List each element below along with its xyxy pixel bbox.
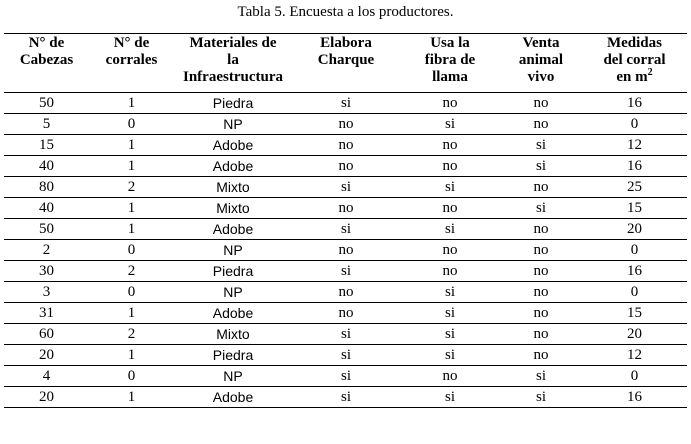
cell-cabezas: 5	[4, 114, 89, 135]
cell-medidas: 12	[582, 345, 687, 366]
table-row	[4, 387, 687, 408]
header-unit-exponent: 2	[647, 67, 653, 78]
cell-medidas: 0	[582, 240, 687, 261]
header-corrales	[89, 34, 174, 93]
table-row	[4, 366, 687, 387]
table-header	[4, 34, 687, 93]
header-unit: en m	[616, 69, 648, 85]
table-row	[4, 219, 687, 240]
cell-medidas: 0	[582, 366, 687, 387]
header-line: Usa la	[430, 35, 470, 51]
cell-charque: no	[292, 303, 400, 324]
cell-venta: no	[500, 303, 582, 324]
cell-cabezas: 20	[4, 345, 89, 366]
cell-materiales: Piedra	[174, 93, 292, 114]
cell-fibra: si	[400, 219, 500, 240]
table-row	[4, 198, 687, 219]
cell-materiales: Adobe	[174, 387, 292, 408]
cell-charque: si	[292, 387, 400, 408]
cell-cabezas: 60	[4, 324, 89, 345]
cell-charque: si	[292, 93, 400, 114]
cell-cabezas: 40	[4, 198, 89, 219]
cell-fibra: si	[400, 114, 500, 135]
header-line: Venta	[522, 35, 560, 51]
header-cabezas	[4, 34, 89, 93]
table-row	[4, 177, 687, 198]
table-row	[4, 324, 687, 345]
table-row	[4, 135, 687, 156]
cell-charque: no	[292, 114, 400, 135]
cell-cabezas: 30	[4, 261, 89, 282]
cell-venta: no	[500, 282, 582, 303]
cell-fibra: no	[400, 261, 500, 282]
cell-medidas: 15	[582, 198, 687, 219]
header-line	[584, 69, 685, 86]
table-row	[4, 240, 687, 261]
cell-corrales: 1	[89, 219, 174, 240]
table-row	[4, 93, 687, 114]
cell-fibra: si	[400, 324, 500, 345]
cell-cabezas: 20	[4, 387, 89, 408]
cell-corrales: 1	[89, 135, 174, 156]
cell-venta: si	[500, 156, 582, 177]
cell-medidas: 16	[582, 156, 687, 177]
cell-corrales: 1	[89, 198, 174, 219]
cell-materiales: NP	[174, 114, 292, 135]
cell-cabezas: 15	[4, 135, 89, 156]
cell-fibra: si	[400, 303, 500, 324]
cell-charque: no	[292, 282, 400, 303]
table-body	[4, 93, 687, 408]
cell-corrales: 2	[89, 261, 174, 282]
cell-charque: si	[292, 345, 400, 366]
table-caption: Tabla 5. Encuesta a los productores.	[237, 4, 454, 20]
cell-corrales: 2	[89, 324, 174, 345]
cell-charque: si	[292, 366, 400, 387]
header-line: Medidas	[606, 35, 662, 51]
cell-medidas: 16	[582, 93, 687, 114]
cell-materiales: Mixto	[174, 198, 292, 219]
header-line: fibra de	[424, 52, 476, 68]
cell-corrales: 1	[89, 387, 174, 408]
cell-venta: no	[500, 93, 582, 114]
header-line: la	[227, 52, 239, 68]
cell-cabezas: 3	[4, 282, 89, 303]
cell-materiales: NP	[174, 282, 292, 303]
cell-venta: no	[500, 177, 582, 198]
survey-table	[4, 33, 687, 408]
header-charque	[292, 34, 400, 93]
cell-venta: no	[500, 219, 582, 240]
cell-materiales: Piedra	[174, 261, 292, 282]
cell-medidas: 25	[582, 177, 687, 198]
header-materiales	[174, 34, 292, 93]
cell-charque: si	[292, 219, 400, 240]
cell-cabezas: 50	[4, 93, 89, 114]
cell-materiales: Mixto	[174, 177, 292, 198]
cell-materiales: Adobe	[174, 303, 292, 324]
header-line: Materiales de	[189, 35, 277, 51]
cell-materiales: NP	[174, 366, 292, 387]
cell-charque: si	[292, 324, 400, 345]
cell-medidas: 0	[582, 114, 687, 135]
cell-cabezas: 31	[4, 303, 89, 324]
header-line: del corral	[603, 52, 666, 68]
cell-corrales: 0	[89, 366, 174, 387]
cell-corrales: 1	[89, 93, 174, 114]
table-row	[4, 303, 687, 324]
cell-venta: no	[500, 345, 582, 366]
cell-fibra: si	[400, 282, 500, 303]
cell-fibra: no	[400, 93, 500, 114]
cell-medidas: 20	[582, 219, 687, 240]
cell-venta: no	[500, 324, 582, 345]
cell-charque: no	[292, 156, 400, 177]
cell-medidas: 20	[582, 324, 687, 345]
cell-medidas: 16	[582, 387, 687, 408]
header-line: Cabezas	[19, 52, 74, 68]
cell-materiales: Adobe	[174, 219, 292, 240]
table-row	[4, 345, 687, 366]
cell-venta: si	[500, 198, 582, 219]
cell-fibra: no	[400, 240, 500, 261]
header-line: animal	[518, 52, 564, 68]
cell-corrales: 0	[89, 282, 174, 303]
cell-fibra: si	[400, 177, 500, 198]
cell-cabezas: 80	[4, 177, 89, 198]
cell-charque: no	[292, 198, 400, 219]
table-row	[4, 282, 687, 303]
survey-table-container	[4, 33, 687, 408]
cell-venta: no	[500, 114, 582, 135]
cell-corrales: 1	[89, 345, 174, 366]
cell-materiales: Mixto	[174, 324, 292, 345]
cell-cabezas: 4	[4, 366, 89, 387]
header-line: Elabora	[320, 35, 372, 51]
cell-corrales: 1	[89, 303, 174, 324]
cell-materiales: Piedra	[174, 345, 292, 366]
header-line: vivo	[527, 69, 555, 85]
header-medidas	[582, 34, 687, 93]
cell-fibra: no	[400, 198, 500, 219]
cell-corrales: 0	[89, 240, 174, 261]
header-row	[4, 34, 687, 93]
header-fibra	[400, 34, 500, 93]
cell-medidas: 16	[582, 261, 687, 282]
cell-medidas: 0	[582, 282, 687, 303]
cell-corrales: 1	[89, 156, 174, 177]
table-row	[4, 156, 687, 177]
cell-medidas: 15	[582, 303, 687, 324]
cell-venta: si	[500, 387, 582, 408]
cell-cabezas: 50	[4, 219, 89, 240]
cell-venta: si	[500, 135, 582, 156]
cell-cabezas: 40	[4, 156, 89, 177]
header-line: corrales	[105, 52, 158, 68]
header-line: llama	[432, 69, 468, 85]
cell-charque: si	[292, 261, 400, 282]
cell-fibra: no	[400, 135, 500, 156]
cell-fibra: si	[400, 345, 500, 366]
cell-venta: no	[500, 261, 582, 282]
header-line: Charque	[317, 52, 375, 68]
cell-fibra: no	[400, 366, 500, 387]
cell-fibra: si	[400, 387, 500, 408]
table-row	[4, 261, 687, 282]
cell-medidas: 12	[582, 135, 687, 156]
cell-materiales: Adobe	[174, 135, 292, 156]
header-line: N° de	[113, 35, 150, 51]
cell-materiales: NP	[174, 240, 292, 261]
header-line: N° de	[28, 35, 65, 51]
cell-charque: si	[292, 177, 400, 198]
cell-materiales: Adobe	[174, 156, 292, 177]
cell-cabezas: 2	[4, 240, 89, 261]
cell-fibra: no	[400, 156, 500, 177]
cell-venta: si	[500, 366, 582, 387]
header-line: Infraestructura	[183, 69, 283, 85]
cell-charque: no	[292, 135, 400, 156]
cell-corrales: 0	[89, 114, 174, 135]
cell-venta: no	[500, 240, 582, 261]
header-venta	[500, 34, 582, 93]
table-row	[4, 114, 687, 135]
cell-charque: no	[292, 240, 400, 261]
cell-corrales: 2	[89, 177, 174, 198]
